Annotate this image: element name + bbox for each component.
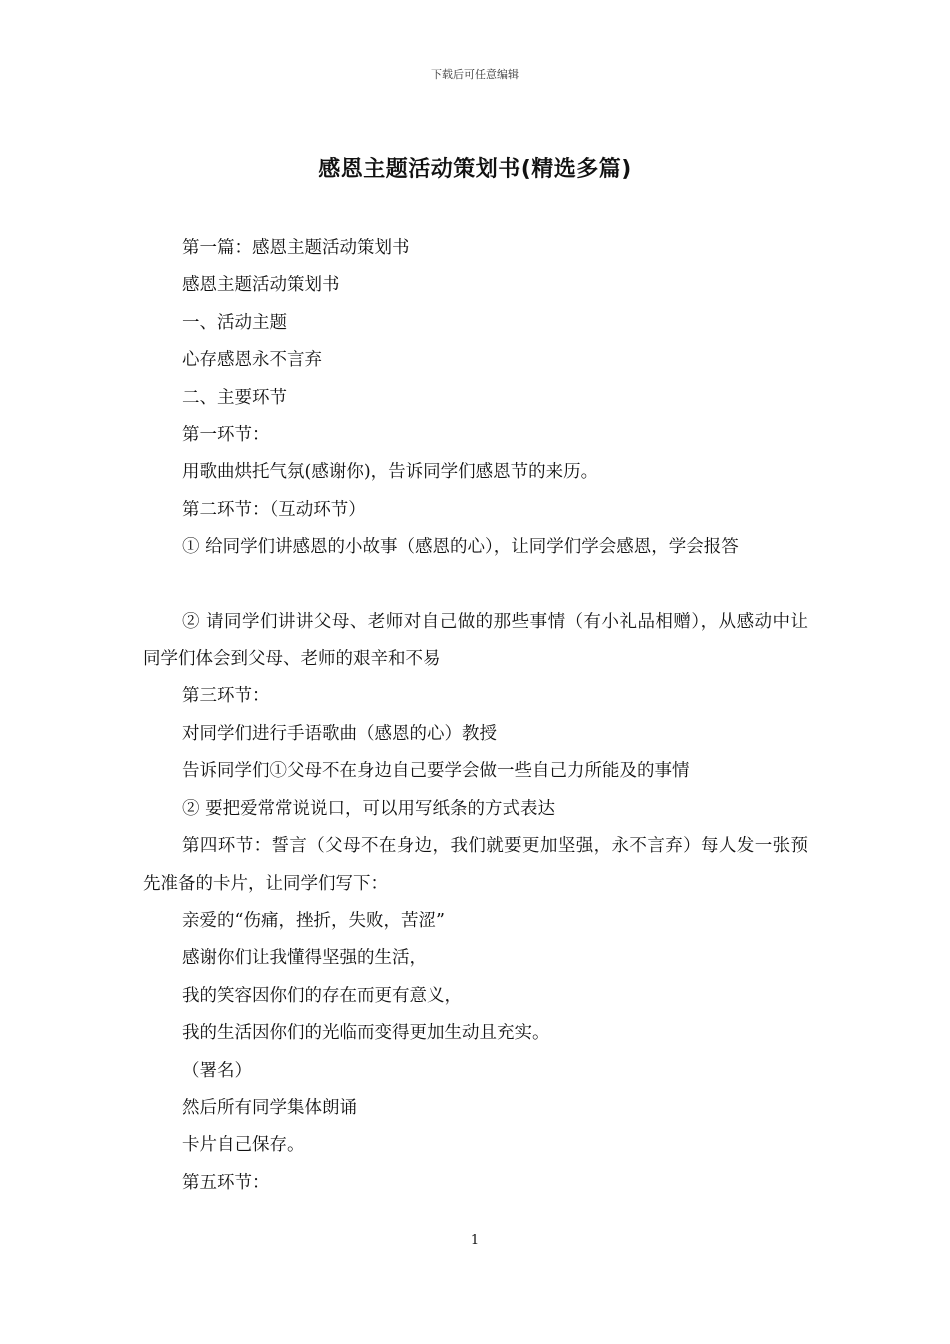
paragraph: 然后所有同学集体朗诵 (182, 1097, 357, 1118)
paragraph: 一、活动主题 (182, 312, 287, 333)
paragraph: 感谢你们让我懂得坚强的生活， (182, 948, 427, 969)
page-number: 1 (470, 1233, 480, 1248)
paragraph: 用歌曲烘托气氛(感谢你)，告诉同学们感恩节的来历。 (182, 462, 599, 483)
paragraph: 第四环节：誓言（父母不在身边，我们就要更加坚强，永不言弃）每人发一张预先准备的卡片，让同学们写下： (143, 836, 808, 894)
paragraph: 第一环节： (182, 425, 270, 446)
paragraph: 卡片自己保存。 (182, 1135, 305, 1156)
document-body (143, 230, 808, 1202)
paragraph: 对同学们进行手语歌曲（感恩的心）教授 (182, 723, 497, 744)
paragraph: 感恩主题活动策划书 (182, 275, 340, 296)
paragraph: ① 给同学们讲感恩的小故事（感恩的心），让同学们学会感恩，学会报答 (182, 537, 739, 558)
paragraph: 第五环节： (182, 1172, 270, 1193)
paragraph: 我的生活因你们的光临而变得更加生动且充实。 (182, 1023, 550, 1044)
paragraph: 第二环节：（互动环节） (182, 499, 366, 520)
paragraph: ② 请同学们讲讲父母、老师对自己做的那些事情（有小礼品相赠），从感动中让同学们体会到父母、老师的艰辛和不易 (143, 611, 808, 670)
paragraph: 我的笑容因你们的存在而更有意义， (182, 985, 462, 1006)
paragraph: 第一篇：感恩主题活动策划书 (182, 238, 410, 258)
paragraph: 心存感恩永不言弃 (182, 350, 322, 371)
paragraph: ② 要把爱常常说说口，可以用写纸条的方式表达 (182, 798, 556, 819)
paragraph: 亲爱的“伤痛，挫折，失败，苦涩” (182, 910, 445, 931)
paragraph: （署名） (182, 1060, 252, 1081)
paragraph: 二、主要环节 (182, 387, 287, 408)
paragraph: 第三环节： (182, 686, 270, 707)
paragraph: 告诉同学们①父母不在身边自己要学会做一些自己力所能及的事情 (182, 761, 690, 782)
document-title: 感恩主题活动策划书(精选多篇) (318, 157, 632, 182)
page-header: 下载后可任意编辑 (431, 68, 519, 81)
